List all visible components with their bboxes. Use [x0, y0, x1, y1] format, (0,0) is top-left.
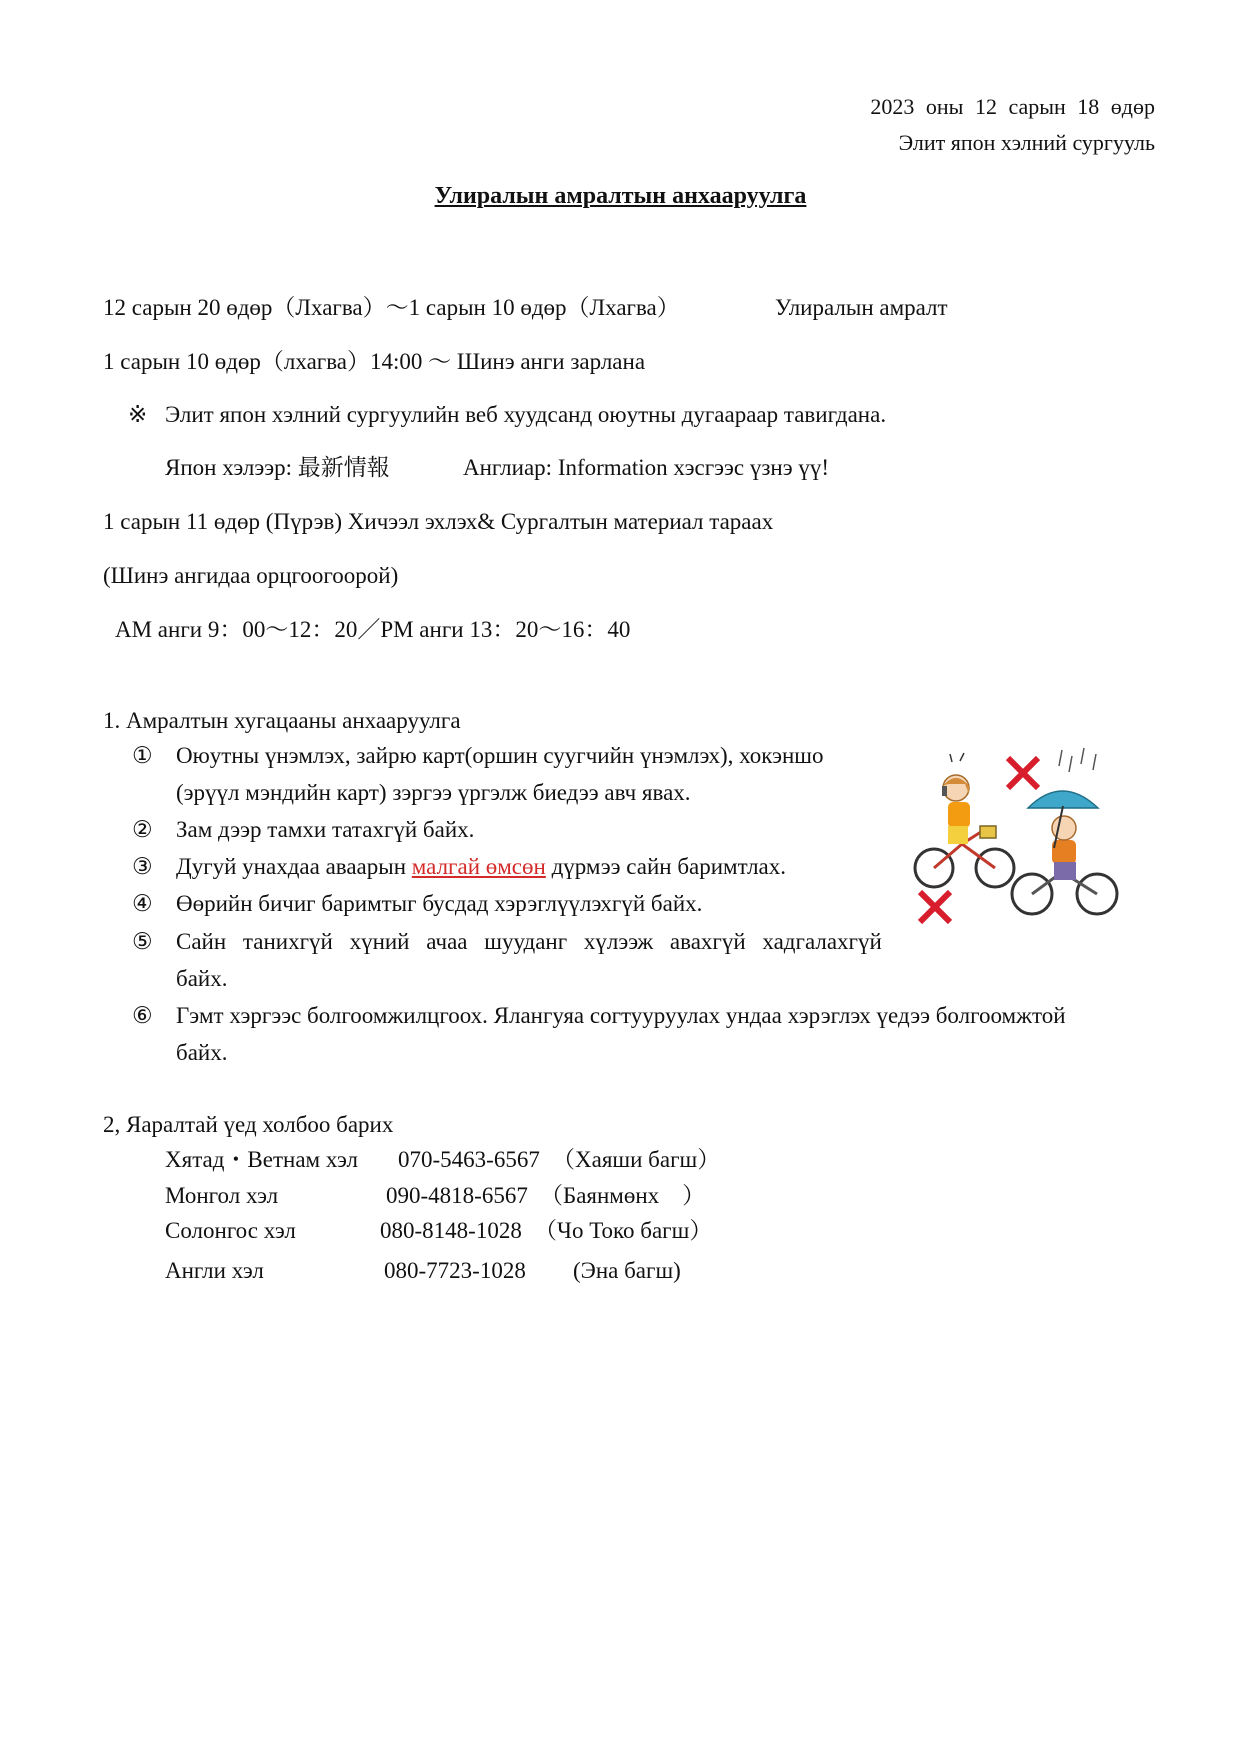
list-item-number: ⑤	[132, 929, 153, 954]
list-item-text: Оюутны үнэмлэх, зайрю карт(оршин суугчийн үнэмлэх), хокэншо	[176, 743, 824, 768]
list-item-text-cont: байх.	[176, 966, 228, 991]
list-item-number: ④	[132, 891, 153, 916]
contact-person: （Чо Токо багш）	[534, 1218, 713, 1243]
list-item-text	[176, 852, 786, 882]
schedule-class-announce: 1 сарын 10 өдөр（лхагва）14:00 ～ Шинэ анги зарлана	[103, 349, 646, 374]
contact-person: （Баянмөнх ）	[540, 1183, 706, 1208]
list-item-text: Гэмт хэргээс болгоомжилцгоох. Ялангуяа согтууруулах ундаа хэрэглэх үедээ болгоомжтой	[176, 1003, 1066, 1028]
list-item-number: ③	[132, 854, 153, 879]
list-item-text-post: дүрмээ сайн баримтлах.	[545, 854, 787, 879]
list-item-text: Зам дээр тамхи татахгүй байх.	[176, 817, 475, 842]
contact-phone: 080-8148-1028	[380, 1218, 522, 1243]
jp-info-label: Япон хэлээр: 最新情報	[165, 455, 390, 480]
list-item-number: ②	[132, 817, 153, 842]
contact-phone: 070-5463-6567	[398, 1147, 540, 1172]
section1-heading: 1. Амралтын хугацааны анхааруулга	[103, 708, 461, 733]
class-start-line: 1 сарын 11 өдөр (Пүрэв) Хичээл эхлэх& Сургалтын материал тараах	[103, 509, 774, 534]
header-date: 2023 оны 12 сарын 18 өдөр	[870, 94, 1155, 119]
en-info-label: Англиар: Information хэсгээс үзнэ үү!	[463, 455, 830, 480]
class-start-note: (Шинэ ангидаа орцгоогоорой)	[103, 563, 399, 588]
list-item-text-cont: байх.	[176, 1040, 228, 1065]
contact-person: (Эна багш)	[573, 1258, 681, 1283]
cyclist-umbrella-icon	[1012, 791, 1117, 914]
list-item-number: ⑥	[132, 1003, 153, 1028]
page-title: Улиралын амралтын анхааруулга	[434, 183, 807, 209]
cyclist-phone-icon	[915, 753, 1014, 887]
contact-person: （Хаяши багш）	[552, 1147, 721, 1172]
schedule-label: Улиралын амралт	[775, 295, 948, 320]
contact-language: Хятад・Ветнам хэл	[165, 1147, 358, 1172]
note-text: Элит япон хэлний сургуулийн веб хуудсанд оюутны дугаараар тавигдана.	[165, 402, 887, 427]
schedule-dates: 12 сарын 20 өдөр（Лхагва）～1 сарын 10 өдөр（Лхагва）	[103, 295, 680, 320]
contact-language: Монгол хэл	[165, 1183, 279, 1208]
note-mark: ※	[128, 402, 148, 427]
class-times: AM анги 9：00～12：20／PM анги 13：20～16：40	[115, 617, 631, 642]
list-item-text-pre: Дугуй унахдаа аваарын	[176, 854, 412, 879]
header-school: Элит япон хэлний сургууль	[898, 130, 1155, 155]
prohibited-cross-icon	[920, 892, 950, 922]
contact-phone: 090-4818-6567	[386, 1183, 528, 1208]
list-item-text-cont: (эрүүл мэндийн карт) зэргээ үргэлж биедээ авч явах.	[176, 780, 691, 805]
contact-phone: 080-7723-1028	[384, 1258, 526, 1283]
section2-heading: 2, Яаралтай үед холбоо барих	[103, 1112, 394, 1137]
list-item-text: Сайн танихгүй хүний ачаа шууданг хүлээж авахгүй хадгалахгүй	[176, 929, 882, 954]
rain-icon	[1059, 748, 1096, 772]
contact-language: Англи хэл	[165, 1258, 264, 1283]
list-item-text: Өөрийн бичиг баримтыг бусдад хэрэглүүлэхгүй байх.	[176, 891, 703, 916]
helmet-highlight: малгай өмсөн	[411, 854, 546, 879]
contact-language: Солонгос хэл	[165, 1218, 296, 1243]
prohibited-cross-icon	[1008, 758, 1038, 788]
bicycle-safety-illustration	[912, 744, 1132, 934]
list-item-number: ①	[132, 743, 153, 768]
